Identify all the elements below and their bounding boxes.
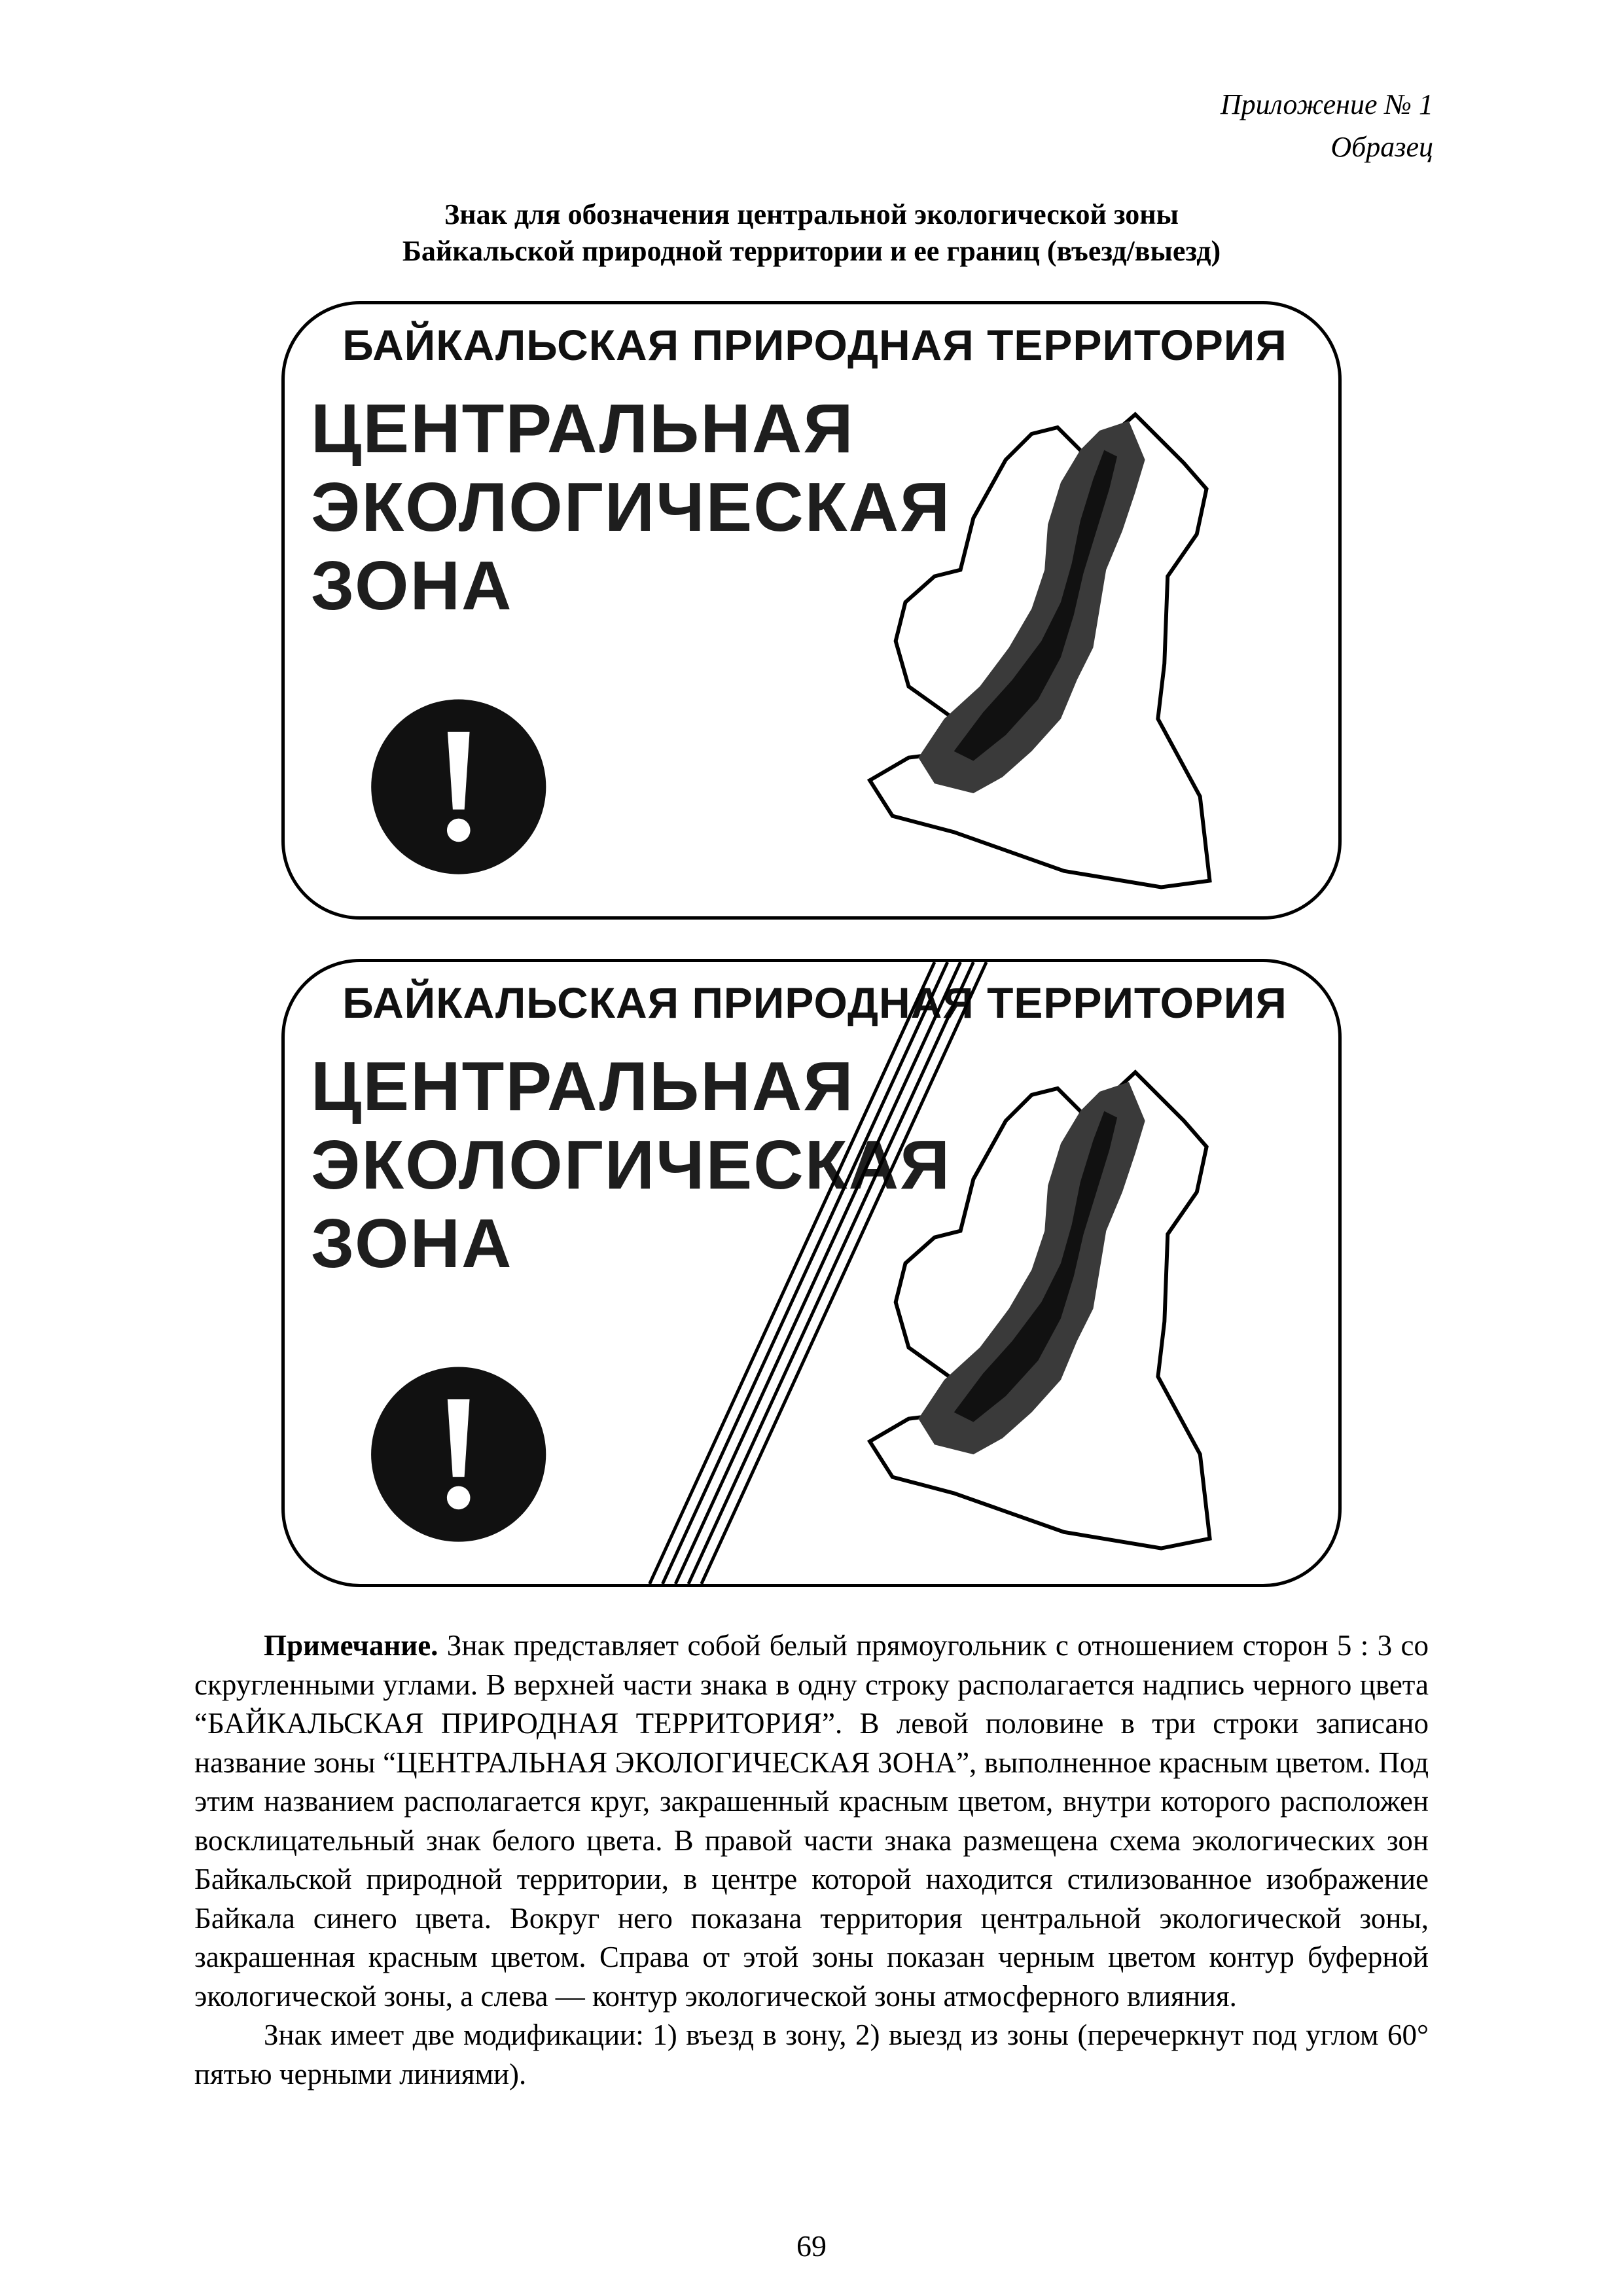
note-label: Примечание.: [264, 1629, 438, 1662]
title-line-1: Знак для обозначения центральной экологической зоны: [444, 198, 1179, 230]
zone-line-2: ЭКОЛОГИЧЕСКАЯ: [311, 1126, 952, 1204]
note-text: Знак представляет собой белый прямоугольник с отношением сторон 5 : 3 со скругленными углами. В верхней части знака в одну строку располагается надпись черного цвета “БАЙКАЛЬСКАЯ ПРИРОДНАЯ ТЕРРИТОРИЯ”. В левой половине в три строки записано название зоны “ЦЕНТРАЛЬНАЯ ЭКОЛОГИЧЕСКАЯ ЗОНА”, выполненное красным цветом. Под этим названием располагается круг, закрашенный красным цветом, внутри которого расположен восклицательный знак белого цвета. В правой части знака размещена схема экологических зон Байкальской природной территории, в центре которой находится стилизованное изображение Байкала синего цвета. Вокруг него показана территория центральной экологической зоны, закрашенная красным цветом. Справа от этой зоны показан черным цветом контур буферной экологической зоны, а слева — контур экологической зоны атмосферного влияния.: [194, 1629, 1429, 2013]
note-paragraph-2: Знак имеет две модификации: 1) въезд в зону, 2) выезд из зоны (перечеркнут под углом 60° пятью черными линиями).: [194, 2018, 1429, 2090]
sign-entry-zone-name: [311, 389, 952, 625]
note-paragraph-1: [194, 1626, 1429, 2016]
appendix-label: Приложение № 1: [1220, 88, 1433, 120]
sign-entry: [281, 301, 1342, 920]
strike-through-lines: [285, 962, 1338, 1584]
zone-line-1: ЦЕНТРАЛЬНАЯ: [311, 390, 855, 467]
title-line-2: Байкальской природной территории и ее границ (въезд/выезд): [402, 235, 1221, 267]
zone-line-2: ЭКОЛОГИЧЕСКАЯ: [311, 469, 952, 546]
zone-line-3: ЗОНА: [311, 547, 513, 624]
sign-entry-heading: БАЙКАЛЬСКАЯ ПРИРОДНАЯ ТЕРРИТОРИЯ: [342, 321, 1287, 369]
page-number: 69: [796, 2229, 827, 2263]
document-title: [196, 196, 1427, 270]
sign-exit: [281, 959, 1342, 1587]
sign-exit-heading: БАЙКАЛЬСКАЯ ПРИРОДНАЯ ТЕРРИТОРИЯ: [342, 978, 1287, 1027]
note-section: [194, 1626, 1429, 2094]
sample-label: Образец: [1330, 131, 1433, 163]
zone-line-1: ЦЕНТРАЛЬНАЯ: [311, 1048, 855, 1125]
zone-line-3: ЗОНА: [311, 1205, 513, 1282]
